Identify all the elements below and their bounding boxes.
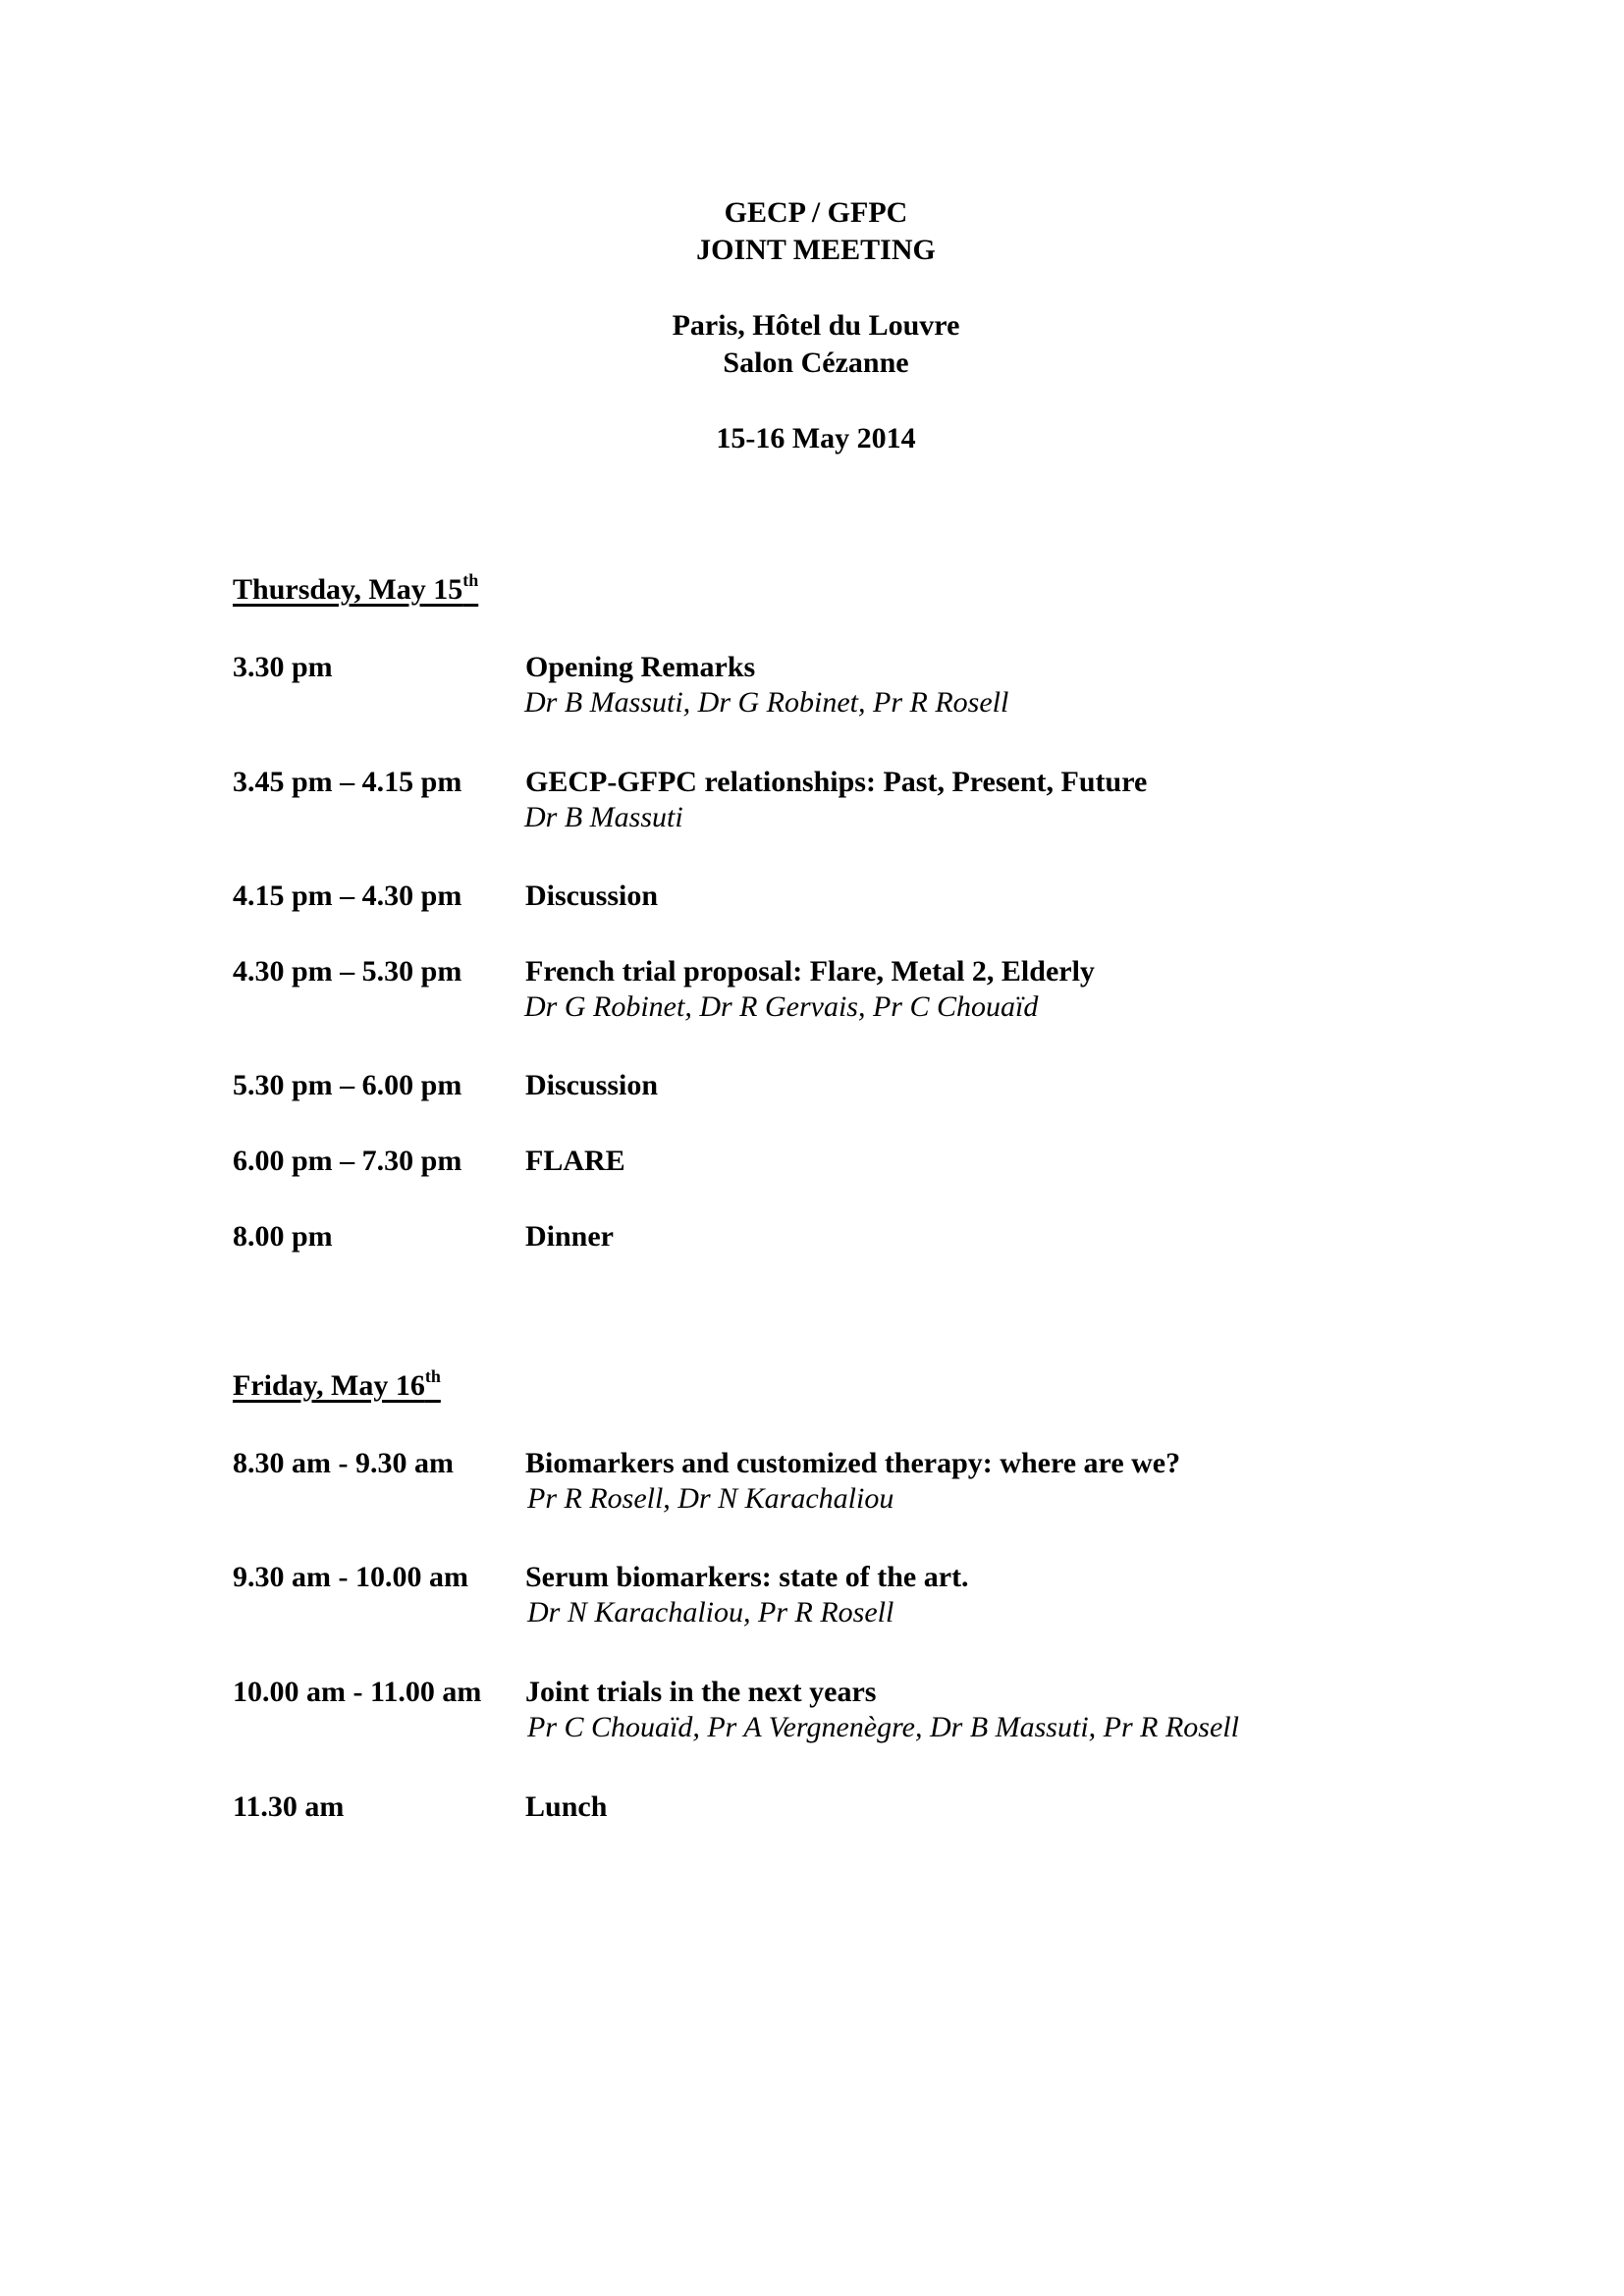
meeting-dates: 15-16 May 2014	[716, 422, 916, 454]
day-heading-suffix: th	[424, 1366, 441, 1386]
day-heading-text: Thursday, May 15	[233, 573, 463, 606]
schedule-row	[233, 1678, 1411, 1756]
schedule-row	[233, 957, 1411, 1036]
session-speakers: Pr C Chouaïd, Pr A Vergnenègre, Dr B Massuti, Pr R Rosell	[527, 1711, 1239, 1743]
session-time: 8.00 pm	[233, 1220, 333, 1253]
title-line-2: JOINT MEETING	[696, 234, 936, 266]
session-time: 10.00 am - 11.00 am	[233, 1676, 482, 1708]
schedule-row	[233, 881, 1411, 960]
schedule-row	[233, 653, 1411, 731]
schedule-row	[233, 1071, 1411, 1149]
schedule-row	[233, 1563, 1411, 1641]
day-heading-friday	[233, 1366, 441, 1402]
session-title: FLARE	[525, 1145, 625, 1177]
schedule-row	[233, 1792, 1411, 1871]
session-title: Dinner	[525, 1220, 614, 1253]
session-time: 3.45 pm – 4.15 pm	[233, 766, 462, 798]
session-title: Joint trials in the next years	[525, 1676, 877, 1708]
session-title: Biomarkers and customized therapy: where are we?	[525, 1447, 1181, 1479]
session-title: Opening Remarks	[525, 651, 756, 683]
session-title: Discussion	[525, 1069, 659, 1101]
title-line-1: GECP / GFPC	[724, 196, 908, 229]
schedule-row	[233, 768, 1411, 846]
session-time: 4.30 pm – 5.30 pm	[233, 955, 462, 988]
session-speakers: Pr R Rosell, Dr N Karachaliou	[527, 1482, 894, 1515]
day-heading-suffix: th	[462, 570, 479, 590]
session-speakers: Dr B Massuti, Dr G Robinet, Pr R Rosell	[524, 686, 1009, 719]
session-time: 3.30 pm	[233, 651, 333, 683]
session-title: Discussion	[525, 880, 659, 912]
session-speakers: Dr B Massuti	[524, 801, 683, 833]
session-title: GECP-GFPC relationships: Past, Present, Future	[525, 766, 1148, 798]
session-time: 4.15 pm – 4.30 pm	[233, 880, 462, 912]
day-heading-text: Friday, May 16	[233, 1369, 425, 1402]
session-time: 9.30 am - 10.00 am	[233, 1561, 468, 1593]
day-heading-thursday	[233, 570, 479, 606]
session-speakers: Dr G Robinet, Dr R Gervais, Pr C Chouaïd	[524, 990, 1039, 1023]
session-time: 11.30 am	[233, 1790, 345, 1823]
session-title: Lunch	[525, 1790, 608, 1823]
session-time: 8.30 am - 9.30 am	[233, 1447, 454, 1479]
schedule-row	[233, 1147, 1411, 1225]
schedule-row	[233, 1449, 1411, 1527]
schedule-row	[233, 1222, 1411, 1301]
session-title: Serum biomarkers: state of the art.	[525, 1561, 969, 1593]
venue-line-2: Salon Cézanne	[723, 347, 909, 379]
session-time: 6.00 pm – 7.30 pm	[233, 1145, 462, 1177]
session-title: French trial proposal: Flare, Metal 2, Elderly	[525, 955, 1095, 988]
venue-line-1: Paris, Hôtel du Louvre	[672, 309, 960, 342]
session-speakers: Dr N Karachaliou, Pr R Rosell	[527, 1596, 894, 1629]
session-time: 5.30 pm – 6.00 pm	[233, 1069, 462, 1101]
